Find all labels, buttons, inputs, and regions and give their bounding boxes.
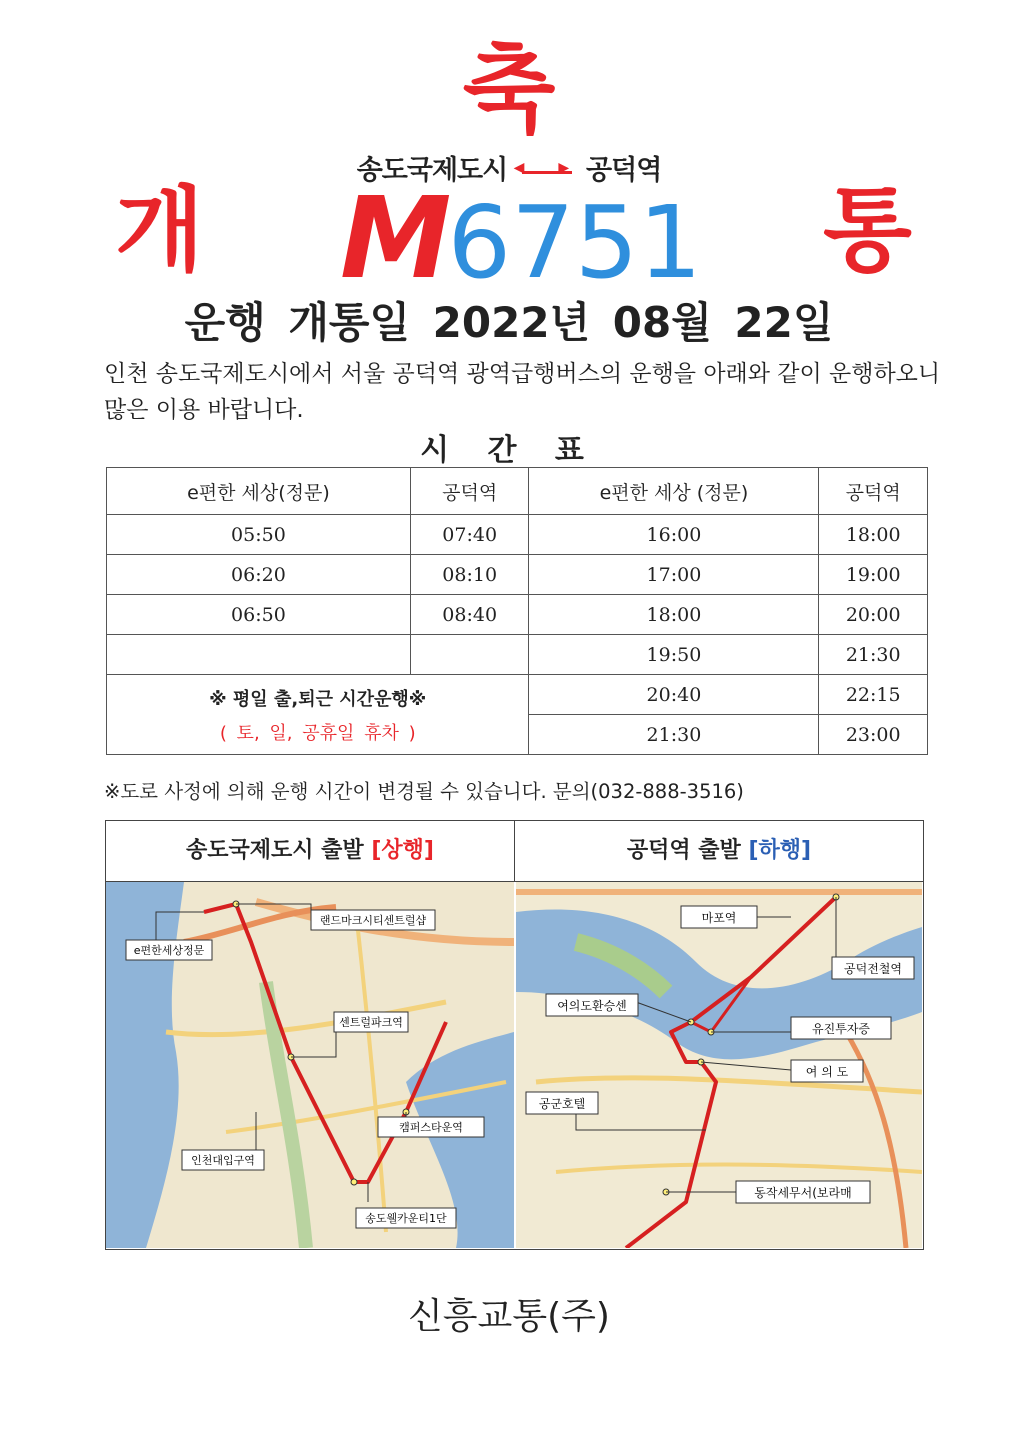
table-row xyxy=(107,515,928,555)
table-cell: 06:50 xyxy=(107,595,411,635)
table-row xyxy=(107,675,928,715)
weekday-note-cell xyxy=(107,675,529,755)
map-label: 여 의 도 xyxy=(805,1065,849,1079)
open-date: 운행 개통일 2022년 08월 22일 xyxy=(184,298,834,347)
table-cell: 16:00 xyxy=(529,515,819,555)
holiday-note: ( 토, 일, 공휴일 휴차 ) xyxy=(219,722,416,744)
map-label: 공덕전철역 xyxy=(844,962,902,976)
table-header-row xyxy=(107,468,928,515)
map-label: 송도웰카운티1단 xyxy=(365,1212,447,1225)
table-cell: 07:40 xyxy=(410,515,529,555)
col-header: e편한 세상 (정문) xyxy=(529,468,819,515)
timetable-title: 시 간 표 xyxy=(420,433,598,468)
bus-number: 6751 xyxy=(447,184,702,301)
table-cell xyxy=(410,635,529,675)
table-row xyxy=(107,635,928,675)
table-cell: 23:00 xyxy=(819,715,928,755)
map-label: 유진투자증 xyxy=(812,1022,870,1036)
table-cell: 22:15 xyxy=(819,675,928,715)
company-name: 신흥교통(주) xyxy=(408,1296,610,1337)
table-row xyxy=(107,595,928,635)
table-cell: 21:30 xyxy=(819,635,928,675)
table-cell: 08:40 xyxy=(410,595,529,635)
timetable xyxy=(106,467,928,755)
table-cell: 21:30 xyxy=(529,715,819,755)
map-songdo xyxy=(106,882,514,1248)
col-header: e편한 세상(정문) xyxy=(107,468,411,515)
table-cell: 20:00 xyxy=(819,595,928,635)
table-cell: 17:00 xyxy=(529,555,819,595)
map-label: e편한세상정문 xyxy=(133,944,205,957)
map-up-title: 송도국제도시 출발 xyxy=(186,838,364,863)
col-header: 공덕역 xyxy=(410,468,529,515)
route-maps xyxy=(105,820,924,1250)
table-cell: 08:10 xyxy=(410,555,529,595)
table-cell: 06:20 xyxy=(107,555,411,595)
bus-number-logo xyxy=(340,174,702,304)
map-label: 동작세무서(보라매 xyxy=(754,1186,852,1200)
map-up-tag: [상행] xyxy=(371,838,434,863)
table-cell xyxy=(107,635,411,675)
map-label: 인천대입구역 xyxy=(191,1154,255,1167)
map-label: 공군호텔 xyxy=(538,1097,586,1111)
double-arrow-icon xyxy=(516,167,578,177)
map-label: 랜드마크시티센트럴샵 xyxy=(319,914,427,927)
col-header: 공덕역 xyxy=(819,468,928,515)
map-gongdeok xyxy=(516,882,922,1248)
route-from: 송도국제도시 xyxy=(356,155,508,186)
map-label: 여의도환승센 xyxy=(557,999,627,1013)
table-cell: 20:40 xyxy=(529,675,819,715)
table-cell: 19:50 xyxy=(529,635,819,675)
bus-letter: M xyxy=(340,174,448,304)
weekday-note: ※ 평일 출,퇴근 시간운행※ xyxy=(209,688,427,710)
disclaimer: ※도로 사정에 의해 운행 시간이 변경될 수 있습니다. 문의(032-888-3516) xyxy=(104,780,744,803)
map-label: 마포역 xyxy=(701,911,737,925)
map-down-tag: [하행] xyxy=(748,838,812,863)
table-cell: 18:00 xyxy=(529,595,819,635)
celebrate-title: 축 xyxy=(462,34,556,146)
map-label: 센트럴파크역 xyxy=(339,1016,403,1029)
table-cell: 18:00 xyxy=(819,515,928,555)
route-to: 공덕역 xyxy=(586,155,662,186)
open-right-char: 통 xyxy=(823,177,912,284)
map-up-header xyxy=(106,821,515,882)
notice-text: 인천 송도국제도시에서 서울 공덕역 광역급행버스의 운행을 아래와 같이 운행하오니 많은 이용 바랍니다. xyxy=(104,361,941,423)
map-down-title: 공덕역 출발 xyxy=(626,838,741,863)
open-left-char: 개 xyxy=(115,177,204,284)
map-label: 캠퍼스타운역 xyxy=(399,1121,463,1134)
map-down-header xyxy=(515,821,923,882)
table-cell: 05:50 xyxy=(107,515,411,555)
table-row xyxy=(107,555,928,595)
table-cell: 19:00 xyxy=(819,555,928,595)
